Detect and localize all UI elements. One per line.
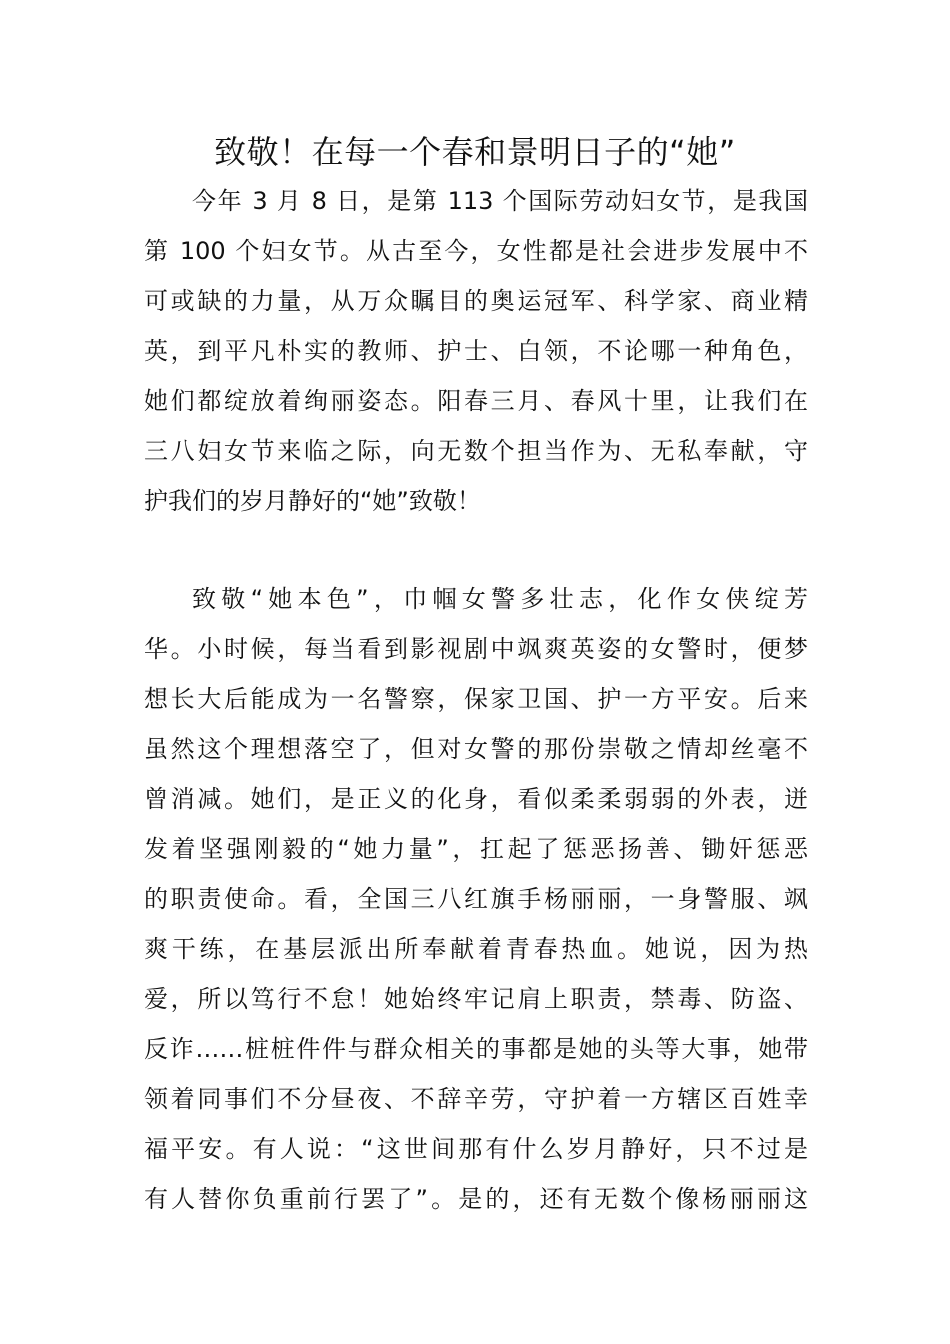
paragraph-line: 爽干练，在基层派出所奉献着青春热血。她说，因为热 [144,935,808,963]
paragraph-line: 护我们的岁月静好的“她”致敬！ [144,487,481,515]
paragraph-line: 福平安。有人说：“这世间那有什么岁月静好，只不过是 [144,1135,808,1163]
paragraph-line: 的职责使命。看，全国三八红旗手杨丽丽，一身警服、飒 [144,885,808,913]
paragraph-line: 可或缺的力量，从万众瞩目的奥运冠军、科学家、商业精 [144,287,808,315]
paragraph-line: 领着同事们不分昼夜、不辞辛劳，守护着一方辖区百姓幸 [144,1085,808,1113]
paragraph-line: 英，到平凡朴实的教师、护士、白领，不论哪一种角色， [144,337,808,365]
paragraph-intro [144,176,808,526]
paragraph-line: 发着坚强刚毅的“她力量”，扛起了惩恶扬善、锄奸惩恶 [144,835,808,863]
paragraph-line: 爱，所以笃行不怠！她始终牢记肩上职责，禁毒、防盗、 [144,985,808,1013]
paragraph-female-police [144,574,808,1224]
paragraph-line: 虽然这个理想落空了，但对女警的那份崇敬之情却丝毫不 [144,735,808,763]
paragraph-line: 反诈……桩桩件件与群众相关的事都是她的头等大事，她带 [144,1035,808,1063]
paragraph-line: 致敬“她本色”，巾帼女警多壮志，化作女侠绽芳 [192,585,808,613]
paragraph-line: 华。小时候，每当看到影视剧中飒爽英姿的女警时，便梦 [144,635,808,663]
paragraph-line: 想长大后能成为一名警察，保家卫国、护一方平安。后来 [144,685,808,713]
paragraph-line: 有人替你负重前行罢了”。是的，还有无数个像杨丽丽这 [144,1185,808,1213]
paragraph-line: 她们都绽放着绚丽姿态。阳春三月、春风十里，让我们在 [144,387,808,415]
paragraph-line: 曾消减。她们，是正义的化身，看似柔柔弱弱的外表，迸 [144,785,808,813]
paragraph-line: 第 100 个妇女节。从古至今，女性都是社会进步发展中不 [144,237,808,265]
paragraph-line: 今年 3 月 8 日，是第 113 个国际劳动妇女节，是我国 [192,187,808,215]
paragraph-line: 三八妇女节来临之际，向无数个担当作为、无私奉献，守 [144,437,808,465]
document-title: 致敬！在每一个春和景明日子的“她” [214,133,736,171]
